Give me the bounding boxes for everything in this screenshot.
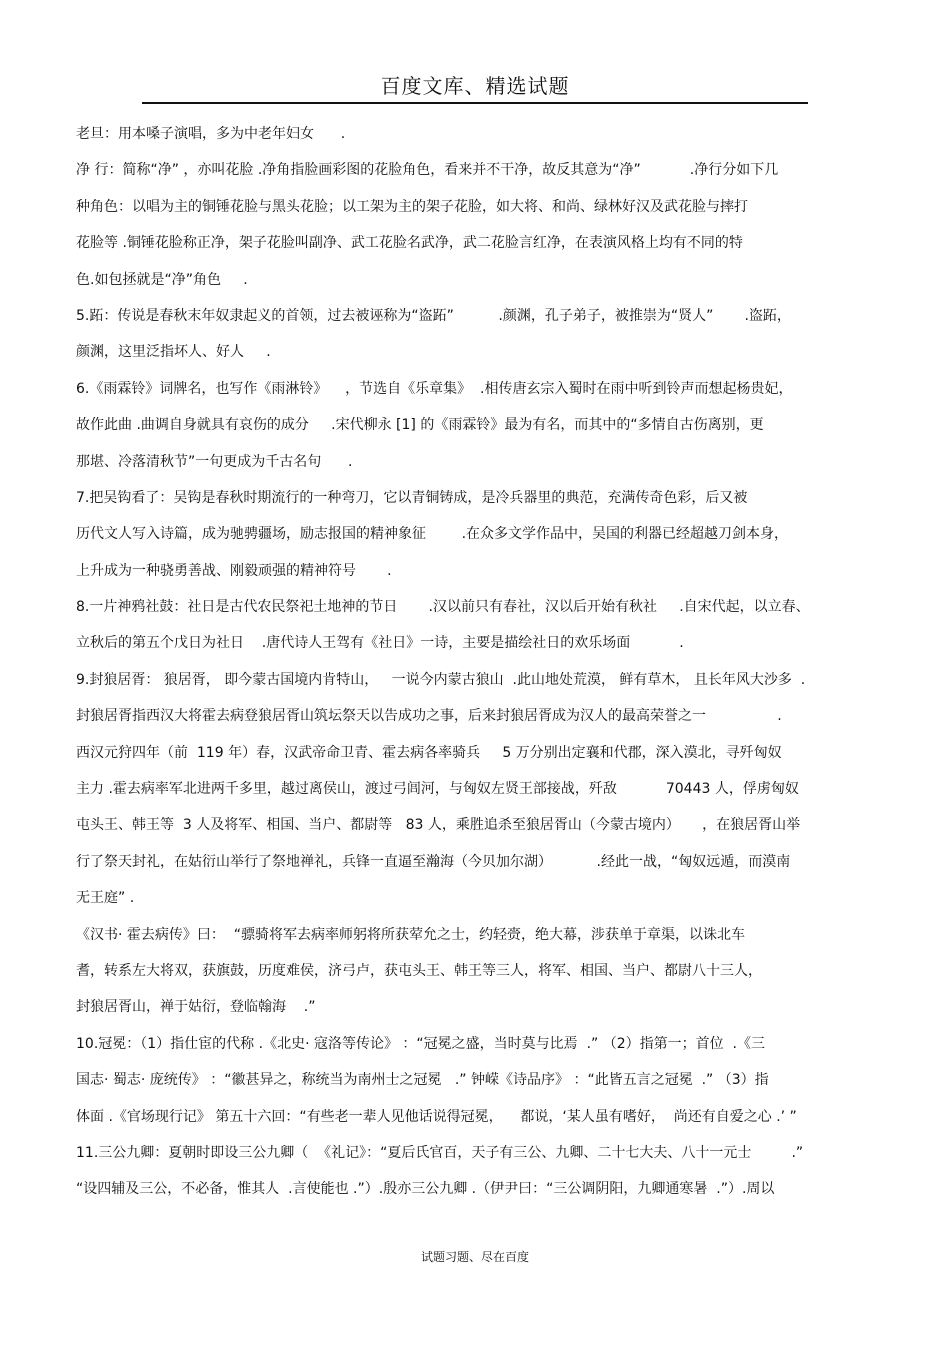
text-line: 屯头王、韩王等 3 人及将军、相国、当户、都尉等 83 人，乘胜追杀至狼居胥山（今蒙古境内） ，在狼居胥山举 [76, 817, 801, 834]
text-line: 11.三公九卿：夏朝时即设三公九卿（ 《礼记》：“夏后氏官百，天子有三公、九卿、二十七大夫、八十一元士 .” [76, 1144, 804, 1161]
text-line: 花脸等 .铜锤花脸称正净，架子花脸叫副净、武工花脸名武净，武二花脸言红净，在表演风格上均有不同的特 [76, 235, 743, 252]
text-line: “设四辅及三公，不必备，惟其人 .言使能也 .”）.殷亦三公九卿 .（伊尹曰：“三公调阴阳，九卿通寒暑 .”）.周以 [76, 1181, 775, 1198]
text-line: 耆，转系左大将双，获旗鼓，历度难侯，济弓卢，获屯头王、韩王等三人，将军、相国、当户、都尉八十三人， [76, 962, 762, 979]
text-line: 10.冠冕：（1）指仕宦的代称 .《北史· 寇洛等传论》 ：“冠冕之盛，当时莫与比焉 .” （2）指第一；首位 .《三 [76, 1035, 765, 1052]
text-line: 8.一片神鸦社鼓：社日是古代农民祭祀土地神的节日 .汉以前只有春社，汉以后开始有秋社 .自宋代起，以立春、 [76, 599, 810, 616]
text-line: 净 行：简称“净” ，亦叫花脸 .净角指脸画彩图的花脸角色，看来并不干净，故反其意为“净” .净行分如下几 [76, 162, 779, 179]
text-line: 5.跖：传说是春秋末年奴隶起义的首领，过去被诬称为“盗跖” .颜渊，孔子弟子，被推崇为“贤人” .盗跖， [76, 307, 791, 324]
text-line: 行了祭天封礼，在姑衍山举行了祭地禅礼，兵锋一直逼至瀚海（今贝加尔湖） .经此一战，“匈奴远遁，而漠南 [76, 853, 791, 870]
text-line: 封狼居胥指西汉大将霍去病登狼居胥山筑坛祭天以告成功之事，后来封狼居胥成为汉人的最高荣誉之一 . [76, 708, 782, 725]
text-line: 封狼居胥山，禅于姑衍，登临翰海 .” [76, 999, 316, 1016]
text-line: 立秋后的第五个戊日为社日 .唐代诗人王驾有《社日》一诗，主要是描绘社日的欢乐场面 . [76, 635, 684, 652]
text-line: 颜渊，这里泛指坏人、好人 . [76, 344, 271, 361]
text-line: 主力 .霍去病率军北进两千多里，越过离侯山，渡过弓闾河，与匈奴左贤王部接战，歼敌 70443 人，俘虏匈奴 [76, 781, 799, 798]
text-line: 无王庭” . [76, 890, 135, 907]
text-line: 体面 .《官场现行记》 第五十六回：“有些老一辈人见他话说得冠冕， 都说，‘某人虽有嗜好， 尚还有自爱之心 .’ ” [76, 1108, 797, 1125]
document-body [76, 116, 876, 1208]
text-line: 上升成为一种骁勇善战、刚毅顽强的精神符号 . [76, 562, 392, 579]
header-rule [142, 102, 808, 104]
text-line: 历代文人写入诗篇，成为驰骋疆场，励志报国的精神象征 .在众多文学作品中，吴国的利器已经超越刀剑本身， [76, 526, 789, 543]
page-footer: 试题习题、尽在百度 [420, 1250, 529, 1264]
text-line: 7.把吴钩看了：吴钩是春秋时期流行的一种弯刀，它以青铜铸成，是冷兵器里的典范，充满传奇色彩，后又被 [76, 489, 748, 506]
text-line: 国志· 蜀志· 庞统传》 ：“徽甚异之，称统当为南州士之冠冕 .” 钟嵘《诗品序》 ：“此皆五言之冠冕 .” （3）指 [76, 1072, 769, 1089]
text-line: 西汉元狩四年（前 119 年）春，汉武帝命卫青、霍去病各率骑兵 5 万分别出定襄和代郡，深入漠北，寻歼匈奴 [76, 744, 782, 761]
text-line: 9.封狼居胥： 狼居胥， 即今蒙古国境内肯特山， 一说今内蒙古狼山 .此山地处荒漠， 鲜有草木， 且长年风大沙多 . [76, 671, 806, 688]
text-line: 《汉书· 霍去病传》曰： “骠骑将军去病率师躬将所获荤允之士，约轻赍，绝大幕，涉获单于章渠，以诛北车 [76, 926, 746, 943]
text-line: 种角色：以唱为主的铜锤花脸与黑头花脸；以工架为主的架子花脸，如大将、和尚、绿林好汉及武花脸与摔打 [76, 198, 748, 215]
text-line: 6.《雨霖铃》词牌名，也写作《雨淋铃》 ，节选自《乐章集》 .相传唐玄宗入蜀时在雨中听到铃声而想起杨贵妃， [76, 380, 793, 397]
text-line: 老旦：用本嗓子演唱，多为中老年妇女 . [76, 126, 346, 142]
text-line: 色.如包拯就是“净”角色 . [76, 271, 248, 288]
text-line: 那堪、冷落清秋节”一句更成为千古名句 . [76, 453, 353, 470]
text-line: 故作此曲 .曲调自身就具有哀伤的成分 .宋代柳永 [1] 的《雨霖铃》最为有名，而其中的“多情自古伤离别，更 [76, 417, 764, 434]
page-header-title: 百度文库、精选试题 [380, 74, 570, 98]
